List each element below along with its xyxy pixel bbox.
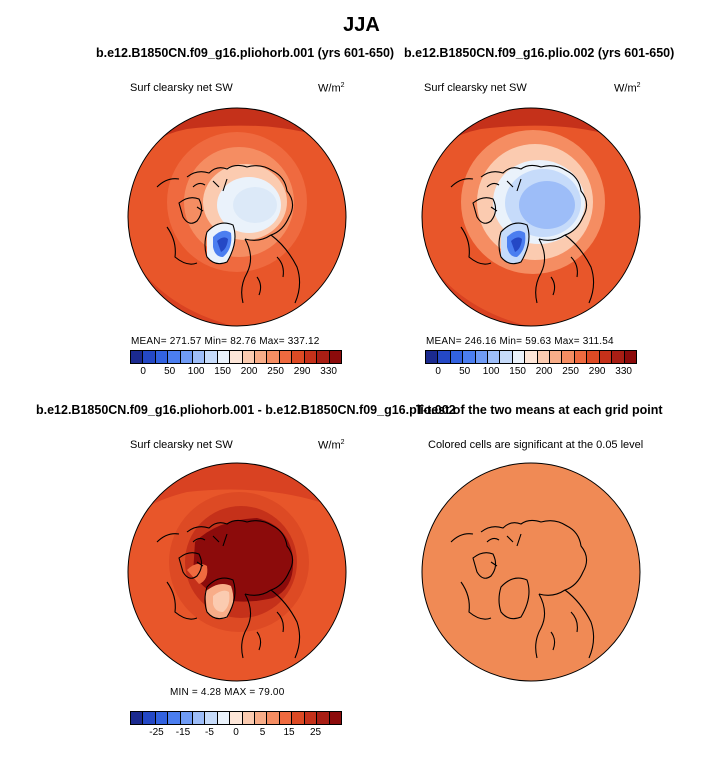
- colorbar-swatch: [587, 351, 599, 363]
- variable-label-top-left: Surf clearsky net SW: [130, 82, 233, 94]
- tick-label: -25: [149, 727, 164, 738]
- colorbar-swatch: [426, 351, 438, 363]
- colorbar-swatch: [513, 351, 525, 363]
- polar-map-top-right: [421, 107, 641, 327]
- stats-top-left: MEAN= 271.57 Min= 82.76 Max= 337.12: [131, 336, 320, 347]
- colorbar-swatch: [625, 351, 636, 363]
- tick-label: 15: [283, 727, 295, 738]
- tick-label: 100: [187, 366, 205, 377]
- tick-label: 100: [482, 366, 500, 377]
- colorbar-swatch: [243, 351, 255, 363]
- colorbar-swatch: [525, 351, 537, 363]
- colorbar-swatch: [562, 351, 574, 363]
- colorbar-swatch: [181, 351, 193, 363]
- colorbar-swatch: [500, 351, 512, 363]
- colorbar-swatch: [230, 351, 242, 363]
- colorbar-swatch: [131, 712, 143, 724]
- tick-label: 200: [240, 366, 258, 377]
- colorbar-swatch: [156, 351, 168, 363]
- colorbar-swatch: [168, 712, 180, 724]
- colorbar-ticks-top-left: [130, 366, 342, 380]
- colorbar-swatch: [280, 351, 292, 363]
- colorbar-swatch: [612, 351, 624, 363]
- tick-label: 330: [615, 366, 632, 377]
- colorbar-swatch: [305, 712, 317, 724]
- panel-title-top-left: b.e12.B1850CN.f09_g16.pliohorb.001 (yrs 601-650): [96, 46, 395, 60]
- colorbar-top-left: [130, 350, 342, 364]
- panel-title-bottom-right: T-test of the two means at each grid point: [416, 403, 663, 417]
- colorbar-swatch: [280, 712, 292, 724]
- colorbar-swatch: [181, 712, 193, 724]
- tick-label: 200: [535, 366, 553, 377]
- tick-label: 290: [588, 366, 606, 377]
- colorbar-swatch: [476, 351, 488, 363]
- colorbar-swatch: [218, 351, 230, 363]
- panel-title-top-right: b.e12.B1850CN.f09_g16.plio.002 (yrs 601-650): [404, 46, 675, 60]
- colorbar-swatch: [205, 712, 217, 724]
- colorbar-ticks-bottom-left: [130, 727, 342, 741]
- colorbar-swatch: [255, 712, 267, 724]
- tick-label: 150: [214, 366, 231, 377]
- colorbar-swatch: [230, 712, 242, 724]
- colorbar-swatch: [143, 351, 155, 363]
- colorbar-ticks-top-right: [425, 366, 637, 380]
- colorbar-swatch: [131, 351, 143, 363]
- colorbar-swatch: [438, 351, 450, 363]
- colorbar-swatch: [168, 351, 180, 363]
- colorbar-swatches: [130, 711, 342, 725]
- colorbar-swatch: [600, 351, 612, 363]
- colorbar-swatch: [156, 712, 168, 724]
- tick-label: 0: [233, 727, 239, 738]
- colorbar-swatch: [193, 712, 205, 724]
- tick-label: 250: [562, 366, 579, 377]
- colorbar-swatch: [550, 351, 562, 363]
- colorbar-swatch: [292, 351, 304, 363]
- polar-map-bottom-left: [127, 462, 347, 682]
- colorbar-swatch: [330, 351, 341, 363]
- colorbar-swatch: [463, 351, 475, 363]
- colorbar-swatch: [267, 351, 279, 363]
- significance-note-bottom-right: Colored cells are significant at the 0.05 level: [428, 439, 644, 451]
- variable-label-bottom-left: Surf clearsky net SW: [130, 439, 233, 451]
- colorbar-swatch: [330, 712, 341, 724]
- tick-label: 25: [309, 727, 322, 738]
- colorbar-bottom-left: [130, 711, 342, 725]
- tick-label: 50: [164, 366, 176, 377]
- colorbar-swatch: [205, 351, 217, 363]
- colorbar-swatch: [267, 712, 279, 724]
- polar-map-bottom-right: [421, 462, 641, 682]
- tick-label: -15: [175, 727, 191, 738]
- tick-label: 250: [267, 366, 284, 377]
- colorbar-swatch: [317, 712, 329, 724]
- colorbar-swatch: [575, 351, 587, 363]
- colorbar-swatch: [538, 351, 550, 363]
- polar-map-top-left: [127, 107, 347, 327]
- stats-top-right: MEAN= 246.16 Min= 59.63 Max= 311.54: [426, 336, 614, 347]
- variable-label-top-right: Surf clearsky net SW: [424, 82, 527, 94]
- colorbar-swatch: [305, 351, 317, 363]
- tick-label: 330: [320, 366, 337, 377]
- colorbar-swatch: [451, 351, 463, 363]
- tick-label: 150: [509, 366, 526, 377]
- units-label-top-right: $W/m^2$: [614, 82, 641, 95]
- colorbar-swatch: [143, 712, 155, 724]
- tick-label: -5: [205, 727, 214, 738]
- colorbar-swatch: [488, 351, 500, 363]
- colorbar-swatch: [317, 351, 329, 363]
- stats-bottom-left: MIN = 4.28 MAX = 79.00: [170, 687, 285, 698]
- colorbar-swatch: [243, 712, 255, 724]
- colorbar-swatch: [193, 351, 205, 363]
- panel-title-bottom-left: b.e12.B1850CN.f09_g16.pliohorb.001 - b.e12.B1850CN.f09_g16.plio.002: [36, 403, 456, 417]
- colorbar-swatch: [218, 712, 230, 724]
- tick-label: 0: [435, 366, 441, 377]
- tick-label: 50: [459, 366, 471, 377]
- colorbar-swatch: [255, 351, 267, 363]
- units-label-bottom-left: $W/m^2$: [318, 439, 345, 452]
- colorbar-swatches: [425, 350, 637, 364]
- tick-label: 5: [259, 727, 266, 738]
- units-label-top-left: $W/m^2$: [318, 82, 345, 95]
- tick-label: 290: [293, 366, 311, 377]
- tick-label: 0: [140, 366, 146, 377]
- colorbar-swatches: [130, 350, 342, 364]
- colorbar-swatch: [292, 712, 304, 724]
- figure-title: JJA: [343, 14, 380, 36]
- colorbar-top-right: [425, 350, 637, 364]
